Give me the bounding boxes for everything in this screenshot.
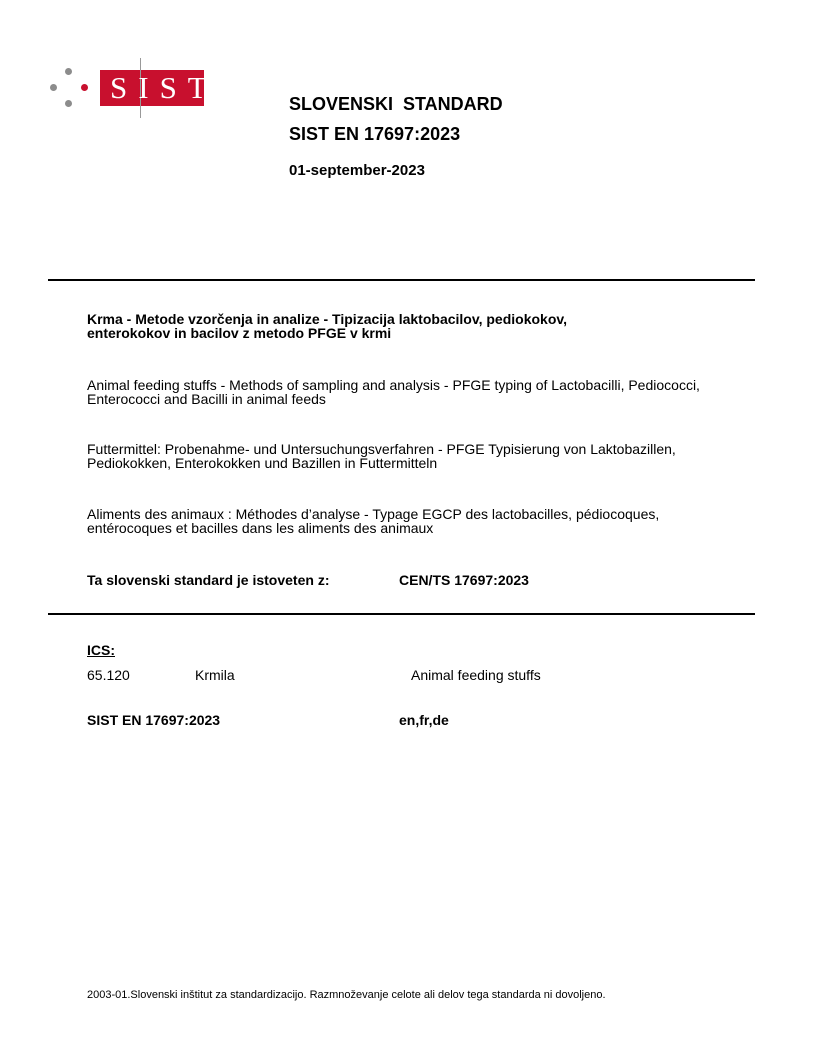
- title-english: Animal feeding stuffs - Methods of sampling and analysis - PFGE typing of Lactobacilli, Pediococci, Enterococci and Bacilli in animal feeds: [87, 377, 700, 407]
- divider-top: [48, 279, 755, 281]
- languages: en,fr,de: [399, 712, 449, 728]
- ics-slovenian: Krmila: [195, 667, 235, 683]
- ics-code: 65.120: [87, 667, 130, 683]
- standard-id: SIST EN 17697:2023: [289, 124, 461, 144]
- title-french: Aliments des animaux : Méthodes d’analyse - Typage EGCP des lactobacilles, pédiocoques, entérocoques et bacilles dans les aliments des animaux: [87, 506, 660, 536]
- publication-date: 01-september-2023: [289, 162, 425, 179]
- bottom-standard-id: SIST EN 17697:2023: [87, 712, 221, 728]
- ics-english: Animal feeding stuffs: [411, 667, 541, 683]
- divider-bottom: [48, 613, 755, 615]
- identity-label: Ta slovenski standard je istoveten z:: [87, 572, 330, 588]
- logo-dot-icon: [65, 100, 72, 107]
- logo-dot-icon: [65, 68, 72, 75]
- identity-value: CEN/TS 17697:2023: [399, 572, 529, 588]
- ics-label: ICS:: [87, 642, 115, 658]
- title-slovenian: Krma - Metode vzorčenja in analize - Tipizacija laktobacilov, pediokokov, enterokokov in bacilov z metodo PFGE v krmi: [87, 311, 568, 341]
- copyright-footer: 2003-01.Slovenski inštitut za standardizacijo. Razmnoževanje celote ali delov tega standarda ni dovoljeno.: [87, 989, 606, 1001]
- title-german: Futtermittel: Probenahme- und Untersuchungsverfahren - PFGE Typisierung von Laktobazillen, Pediokokken, Enterokokken und Bazillen in Futtermitteln: [87, 441, 676, 471]
- logo-dot-icon: [50, 84, 57, 91]
- document-title: SLOVENSKI STANDARD: [289, 94, 503, 114]
- logo-dot-icon: [81, 84, 88, 91]
- logo-text: SIST: [110, 70, 218, 105]
